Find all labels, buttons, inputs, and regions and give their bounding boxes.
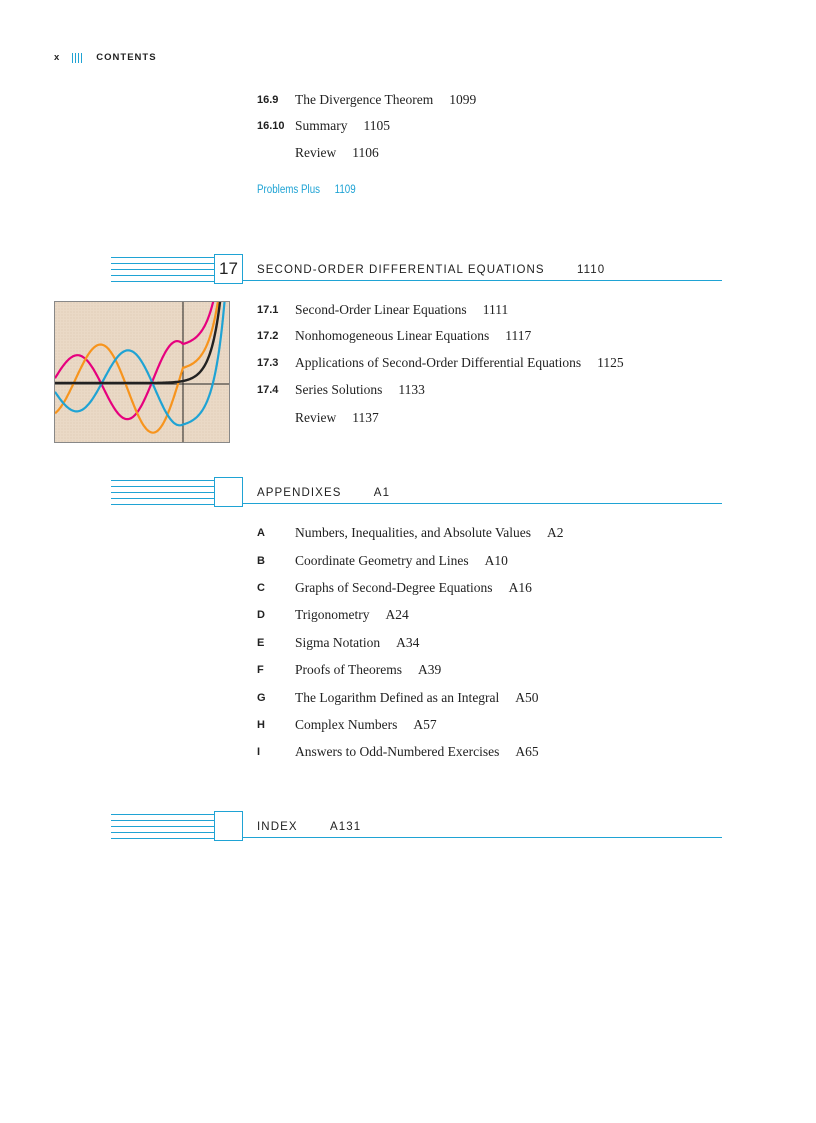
entry-letter: E: [257, 637, 265, 649]
entry-page: A50: [515, 690, 539, 705]
entry-title: Graphs of Second-Degree Equations: [295, 580, 493, 595]
entry-letter: D: [257, 609, 265, 621]
problems-plus-entry[interactable]: [257, 184, 356, 196]
entry-title: Complex Numbers: [295, 717, 398, 732]
solution-curves-graph: [55, 302, 229, 442]
index-title: INDEX: [257, 821, 298, 833]
chapter-stripes: [111, 253, 214, 285]
appendix-entry[interactable]: [257, 660, 441, 680]
entry-letter: I: [257, 746, 261, 758]
entry-page: 1133: [398, 382, 425, 397]
appendix-entry[interactable]: [257, 578, 532, 598]
entry-page: A2: [546, 525, 564, 540]
entry-title: Answers to Odd-Numbered Exercises: [295, 744, 500, 759]
running-head: [54, 52, 157, 63]
chapter-page: 1110: [576, 264, 606, 276]
entry-number: 17.1: [257, 304, 279, 316]
chapter-title: SECOND-ORDER DIFFERENTIAL EQUATIONS: [257, 264, 545, 276]
entry-letter: A: [257, 527, 265, 539]
entry-title: The Logarithm Defined as an Integral: [295, 690, 500, 705]
entry-number: 17.4: [257, 384, 279, 396]
toc-entry[interactable]: [257, 143, 379, 163]
entry-title: Review: [295, 145, 337, 160]
problems-plus-label: Problems Plus: [257, 184, 321, 196]
entry-letter: G: [257, 692, 266, 704]
appendix-entry[interactable]: [257, 523, 563, 543]
entry-title: Second-Order Linear Equations: [295, 302, 467, 317]
appendix-heading[interactable]: [257, 487, 390, 499]
folio: x: [54, 52, 61, 63]
chapter-number: 17: [219, 259, 238, 278]
index-page: A131: [329, 821, 362, 833]
index-stripes: [111, 810, 214, 842]
entry-title: Numbers, Inequalities, and Absolute Values: [295, 525, 531, 540]
appendix-entry[interactable]: [257, 605, 409, 625]
index-box: [214, 811, 243, 841]
entry-page: A39: [418, 662, 442, 677]
entry-page: 1125: [597, 355, 624, 370]
entry-page: A57: [413, 717, 437, 732]
appendix-title: APPENDIXES: [257, 487, 342, 499]
running-head-label: CONTENTS: [96, 52, 157, 63]
entry-page: A24: [385, 607, 409, 622]
appendix-rule: [243, 503, 722, 504]
entry-number: 16.9: [257, 94, 279, 106]
entry-page: 1137: [352, 410, 379, 425]
appendix-entry[interactable]: [257, 715, 437, 735]
index-rule: [243, 837, 722, 838]
entry-page: A34: [396, 635, 420, 650]
entry-letter: B: [257, 555, 265, 567]
chapter-number-box: [214, 254, 243, 284]
entry-number: 17.3: [257, 357, 279, 369]
entry-title: Nonhomogeneous Linear Equations: [295, 328, 490, 343]
entry-number: 17.2: [257, 330, 279, 342]
toc-entry[interactable]: [257, 116, 390, 136]
entry-title: The Divergence Theorem: [295, 92, 434, 107]
appendix-entry[interactable]: [257, 688, 539, 708]
entry-title: Coordinate Geometry and Lines: [295, 553, 469, 568]
entry-page: 1099: [449, 92, 477, 107]
entry-page: 1111: [482, 302, 509, 317]
entry-letter: F: [257, 664, 264, 676]
entry-page: A65: [515, 744, 539, 759]
entry-page: A10: [484, 553, 508, 568]
header-ticks-icon: [72, 53, 82, 63]
appendix-stripes: [111, 476, 214, 508]
entry-page: 1105: [363, 118, 390, 133]
appendix-entry[interactable]: [257, 742, 539, 762]
toc-entry[interactable]: [257, 300, 508, 320]
entry-letter: C: [257, 582, 265, 594]
toc-entry[interactable]: [257, 90, 476, 110]
toc-entry[interactable]: [257, 408, 379, 428]
appendix-entry[interactable]: [257, 633, 419, 653]
chapter-figure: [54, 301, 230, 443]
chapter-heading[interactable]: [257, 264, 605, 276]
entry-letter: H: [257, 719, 265, 731]
problems-plus-page: 1109: [334, 184, 356, 196]
entry-page: A16: [508, 580, 532, 595]
entry-title: Proofs of Theorems: [295, 662, 402, 677]
entry-title: Series Solutions: [295, 382, 383, 397]
entry-title: Trigonometry: [295, 607, 370, 622]
entry-title: Applications of Second-Order Differential Equations: [295, 355, 582, 370]
entry-page: 1117: [505, 328, 532, 343]
entry-number: 16.10: [257, 120, 285, 132]
index-heading[interactable]: [257, 821, 361, 833]
entry-title: Review: [295, 410, 337, 425]
appendix-page: A1: [373, 487, 391, 499]
entry-title: Summary: [295, 118, 348, 133]
chapter-rule: [243, 280, 722, 281]
entry-title: Sigma Notation: [295, 635, 381, 650]
appendix-box: [214, 477, 243, 507]
toc-entry[interactable]: [257, 326, 531, 346]
toc-entry[interactable]: [257, 380, 425, 400]
toc-entry[interactable]: [257, 353, 624, 373]
appendix-entry[interactable]: [257, 551, 508, 571]
entry-page: 1106: [352, 145, 379, 160]
